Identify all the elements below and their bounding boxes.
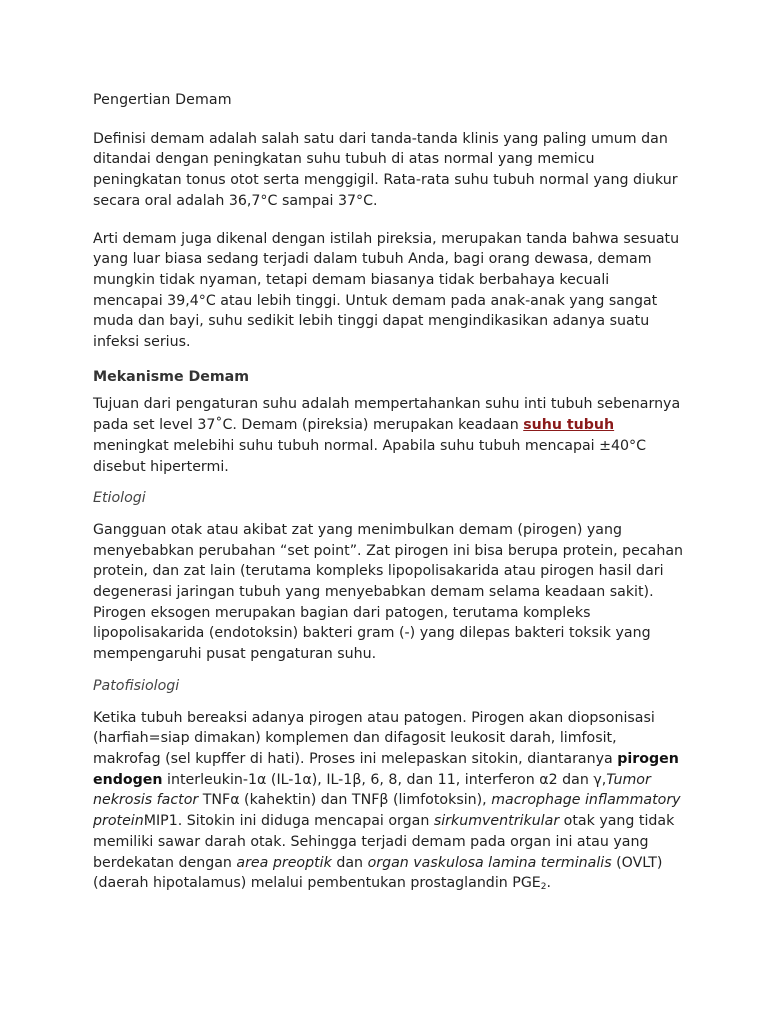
pato-italic-ovlt: organ vaskulosa lamina terminalis [367,854,612,871]
pato-italic-mip: macrophage inflammatory protein [93,792,681,830]
paragraph-arti-demam: Arti demam juga dikenal dengan istilah pireksia, merupakan tanda bahwa sesuatu yang luar biasa sedang terjadi dalam tubuh Anda, bagi orang dewasa, demam mungkin tidak nyaman, tetapi demam biasanya tidak berbahaya kecuali mencapai 39,4°C atau lebih tinggi. Untuk demam pada anak-anak yang sangat muda dan bayi, suhu sedikit lebih tinggi dapat mengindikasikan adanya suatu infeksi serius. [93,230,680,351]
pato-text-a: Ketika tubuh bereaksi adanya pirogen atau patogen. Pirogen akan diopsonisasi (harfiah=siap dimakan) komplemen dan difagosit leukosit darah, limfosit, makrofag (sel kupffer di hati). Proses ini melepaskan sitokin, diantaranya [93,709,655,767]
pato-text-d: MIP1. Sitokin ini diduga mencapai organ [143,813,434,830]
pato-text-f: dan [331,854,368,871]
pato-subscript-2: 2 [540,882,547,893]
pato-bold-pirogen-endogen: pirogen endogen [93,750,679,788]
paragraph-etiologi: Gangguan otak atau akibat zat yang menimbulkan demam (pirogen) yang menyebabkan perubahan “set point”. Zat pirogen ini bisa berupa protein, pecahan protein, dan zat lain (terutama kompleks lipopolisakarida atau pirogen hasil dari degenerasi jaringan tubuh yang menyebabkan demam selama keadaan sakit). Pirogen eksogen merupakan bagian dari patogen, terutama kompleks lipopolisakarida (endotoksin) bakteri gram (-) yang dilepas bakteri toksik yang mempengaruhi pusat pengaturan suhu. [93,521,683,663]
pato-text-e: otak yang tidak memiliki sawar darah otak. Sehingga terjadi demam pada organ ini atau yang berdekatan dengan [93,813,675,871]
paragraph-patofisiologi [93,708,683,898]
heading-patofisiologi: Patofisiologi [93,677,180,694]
paragraph-definisi: Definisi demam adalah salah satu dari tanda-tanda klinis yang paling umum dan ditandai dengan peningkatan suhu tubuh di atas normal yang memicu peningkatan tonus otot serta menggigil. Rata-rata suhu tubuh normal yang diukur secara oral adalah 36,7°C sampai 37°C. [93,130,678,209]
document-page [93,90,683,915]
pato-text-c: TNFα (kahektin) dan TNFβ (limfotoksin), [198,792,492,809]
paragraph-mekanisme [93,394,683,477]
pato-italic-sirkum: sirkumventrikular [433,813,560,830]
page-title: Pengertian Demam [93,92,232,108]
pato-text-b: interleukin-1α (IL-1α), IL-1β, 6, 8, dan 11, interferon α2 dan γ, [162,771,607,788]
mekanisme-text-1: Tujuan dari pengaturan suhu adalah mempertahankan suhu inti tubuh sebenarnya pada set level 37˚C. Demam (pireksia) merupakan keadaan [93,396,681,434]
pato-text-end: . [546,875,552,892]
pato-italic-tnf: Tumor nekrosis factor [93,771,651,809]
pato-italic-preoptik: area preoptik [236,854,332,871]
heading-etiologi: Etiologi [93,490,146,507]
pato-text-g: (OVLT) (daerah hipotalamus) melalui pembentukan prostaglandin PGE [93,854,663,892]
link-suhu-tubuh[interactable]: suhu tubuh [523,417,615,434]
mekanisme-text-2: meningkat melebihi suhu tubuh normal. Apabila suhu tubuh mencapai ±40°C disebut hipertermi. [93,437,647,475]
heading-mekanisme: Mekanisme Demam [93,368,250,385]
